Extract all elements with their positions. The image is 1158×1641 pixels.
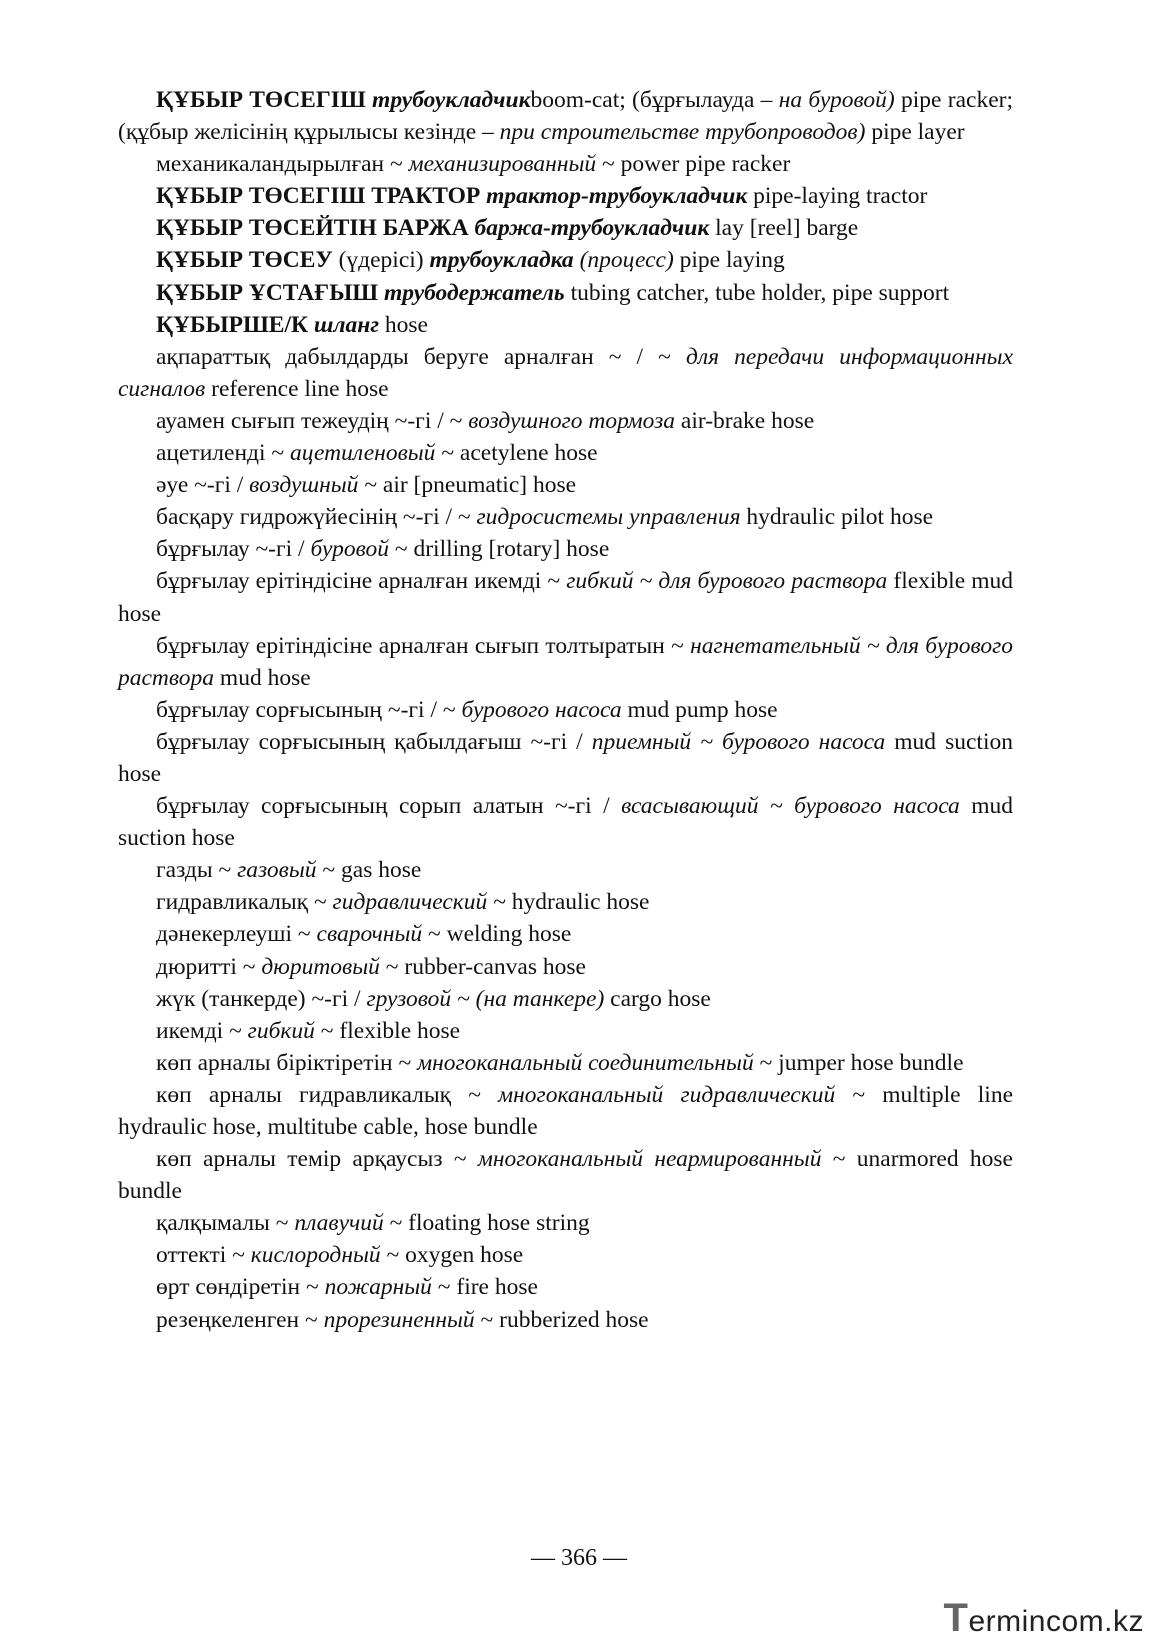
dictionary-entry bbox=[118, 84, 1013, 148]
entry-segment: ҚҰБЫРШЕ/К bbox=[156, 311, 314, 338]
entry-segment: газовый bbox=[237, 857, 317, 884]
entry-segment: газды ~ bbox=[156, 857, 238, 884]
site-logo bbox=[944, 1596, 1144, 1641]
entry-segment: гидросистемы управления bbox=[476, 504, 741, 531]
entry-segment: ~ power pipe racker bbox=[596, 151, 791, 178]
entry-segment: boom-cat; (бұрғылауда – bbox=[530, 87, 779, 113]
entry-segment: hydraulic pilot hose bbox=[740, 504, 934, 531]
entry-segment: бұрғылау ерітіндісіне арналған икемді ~ bbox=[156, 568, 567, 595]
dictionary-entry bbox=[118, 694, 1013, 726]
entry-segment: дюритовый bbox=[261, 953, 380, 980]
entry-segment: көп арналы гидравликалық ~ bbox=[156, 1081, 499, 1108]
entry-segment: ~ drilling [rotary] hose bbox=[389, 536, 610, 563]
dictionary-entry bbox=[118, 983, 1013, 1015]
entry-segment: ~ rubberized hose bbox=[474, 1306, 649, 1333]
dictionary-entry bbox=[118, 277, 1013, 309]
entry-segment: қалқымалы ~ bbox=[156, 1210, 295, 1237]
entry-segment: дәнекерлеуші ~ bbox=[156, 921, 317, 948]
entry-segment: трактор-трубоукладчик bbox=[486, 183, 748, 210]
entry-segment: (процесс) bbox=[573, 247, 674, 274]
entry-segment: hose bbox=[379, 311, 428, 338]
entry-segment: икемді ~ bbox=[156, 1017, 248, 1044]
entry-segment: многоканальный соединительный bbox=[417, 1049, 754, 1076]
entry-segment: бұрғылау ерітіндісіне арналған сығып толтыратын ~ bbox=[156, 632, 691, 659]
entry-segment: трубоукладчик bbox=[372, 87, 531, 113]
entry-segment: оттекті ~ bbox=[156, 1242, 251, 1269]
entry-segment: трубоукладка bbox=[429, 247, 574, 274]
dictionary-entry bbox=[118, 1143, 1013, 1207]
entry-segment: гибкий ~ для бурового раствора bbox=[566, 568, 888, 595]
dictionary-entry bbox=[118, 309, 1013, 341]
entry-segment: всасывающий ~ бурового насоса bbox=[621, 793, 960, 820]
entry-segment: ҚҰБЫР ҰСТАҒЫШ bbox=[156, 279, 384, 306]
entry-segment: баржа-трубоукладчик bbox=[474, 215, 710, 242]
entry-segment: ауамен сығып тежеудің ~-гі / ~ bbox=[156, 407, 469, 434]
dictionary-entry bbox=[118, 341, 1013, 405]
entry-segment: многоканальный гидравлический bbox=[498, 1081, 836, 1108]
dictionary-entry bbox=[118, 180, 1013, 212]
entry-segment: pipe-laying tractor bbox=[747, 183, 928, 210]
dictionary-entry bbox=[118, 1047, 1013, 1079]
entry-segment: көп арналы темір арқаусыз ~ bbox=[156, 1146, 478, 1173]
entry-segment: басқару гидрожүйесінің ~-гі / ~ bbox=[156, 504, 477, 531]
dictionary-entry bbox=[118, 244, 1013, 276]
entry-segment: механикаландырылған ~ bbox=[156, 151, 409, 178]
entry-segment: ~ jumper hose bundle bbox=[753, 1049, 964, 1076]
dictionary-entry bbox=[118, 790, 1013, 854]
entry-segment: шланг bbox=[313, 311, 380, 338]
dictionary-entry bbox=[118, 726, 1013, 790]
entry-segment: flexible mud hose bbox=[118, 568, 1013, 627]
entry-segment: бұрғылау ~-гі / bbox=[156, 536, 311, 563]
entry-segment: tubing catcher, tube holder, pipe support bbox=[564, 279, 950, 306]
page-number: — 366 — bbox=[531, 1545, 627, 1571]
dictionary-entry bbox=[118, 1015, 1013, 1047]
entry-segment: резеңкеленген ~ bbox=[156, 1306, 324, 1333]
entry-segment: pipe laying bbox=[673, 247, 785, 274]
dictionary-entry bbox=[118, 630, 1013, 694]
dictionary-entry bbox=[118, 148, 1013, 180]
entry-segment: ҚҰБЫР ТӨСЕГІШ bbox=[156, 87, 373, 113]
entry-segment: ҚҰБЫР ТӨСЕГІШ ТРАКТОР bbox=[156, 183, 487, 210]
entry-segment: mud suction hose bbox=[118, 793, 1013, 852]
entry-segment: ~ acetylene hose bbox=[435, 440, 598, 467]
entry-segment: буровой bbox=[310, 536, 389, 563]
entry-segment: өрт сөндіретін ~ bbox=[156, 1274, 325, 1301]
entry-segment: cargo hose bbox=[604, 985, 711, 1012]
entry-segment: mud pump hose bbox=[621, 696, 778, 723]
entry-segment: приемный ~ бурового насоса bbox=[591, 728, 886, 755]
dictionary-entry bbox=[118, 533, 1013, 565]
dictionary-entry bbox=[118, 918, 1013, 950]
entry-segment: ~ hydraulic hose bbox=[487, 889, 650, 916]
entry-segment: ~ floating hose string bbox=[383, 1210, 590, 1237]
dictionary-entry bbox=[118, 1239, 1013, 1271]
entry-segment: reference line hose bbox=[205, 375, 389, 402]
entry-segment: гидравликалық ~ bbox=[156, 889, 333, 916]
entry-segment: ~ air [pneumatic] hose bbox=[358, 472, 577, 499]
entry-segment: ~ flexible hose bbox=[314, 1017, 461, 1044]
entry-segment: ~ unarmored hose bundle bbox=[118, 1146, 1013, 1205]
dictionary-entry bbox=[118, 405, 1013, 437]
entry-segment: жүк (танкерде) ~-гі / bbox=[156, 985, 367, 1012]
entry-segment: кислородный bbox=[250, 1242, 381, 1269]
dictionary-entry bbox=[118, 951, 1013, 983]
dictionary-entry bbox=[118, 565, 1013, 629]
dictionary-entry bbox=[118, 501, 1013, 533]
entry-segment: pipe racker; (құбыр желісінің құрылысы кезінде – bbox=[118, 87, 1013, 146]
entry-segment: mud hose bbox=[214, 664, 311, 691]
entry-segment: нагнетательный ~ для бурового раствора bbox=[118, 632, 1013, 691]
entry-segment: механизированный bbox=[408, 151, 597, 178]
entry-segment: ~ fire hose bbox=[431, 1274, 538, 1301]
entry-segment: бұрғылау сорғысының ~-гі / ~ bbox=[156, 696, 462, 723]
entry-segment: бұрғылау сорғысының сорып алатын ~-гі / bbox=[156, 793, 622, 820]
entry-segment: воздушного тормоза bbox=[468, 407, 676, 434]
entry-segment: air-brake hose bbox=[675, 407, 815, 434]
dictionary-entry bbox=[118, 886, 1013, 918]
entry-segment: пожарный bbox=[324, 1274, 432, 1301]
dictionary-page bbox=[118, 84, 1013, 1336]
entry-segment: ~ multiple line hydraulic hose, multitube cable, hose bundle bbox=[118, 1081, 1014, 1140]
entry-segment: ~ rubber-canvas hose bbox=[379, 953, 586, 980]
entry-segment: ~ welding hose bbox=[422, 921, 572, 948]
entry-segment: гибкий bbox=[247, 1017, 315, 1044]
dictionary-entry bbox=[118, 854, 1013, 886]
dictionary-entry bbox=[118, 469, 1013, 501]
entry-segment: pipe layer bbox=[865, 119, 965, 146]
dictionary-entry bbox=[118, 212, 1013, 244]
dictionary-entry bbox=[118, 1207, 1013, 1239]
entry-segment: плавучий bbox=[294, 1210, 384, 1237]
entry-segment: многоканальный неармированный bbox=[477, 1146, 822, 1173]
entry-segment: гидравлический bbox=[332, 889, 488, 916]
entry-segment: при строительстве трубопроводов) bbox=[499, 119, 866, 146]
entry-segment: ацетилендi ~ bbox=[156, 440, 290, 467]
entry-segment: прорезиненный bbox=[323, 1306, 475, 1333]
entry-segment: грузовой ~ (на танкере) bbox=[366, 985, 605, 1012]
entry-segment: (үдерісі) bbox=[332, 247, 430, 274]
entry-segment: трубодержатель bbox=[383, 279, 565, 306]
dictionary-entry bbox=[118, 1079, 1013, 1143]
dictionary-entry bbox=[118, 1271, 1013, 1303]
entry-segment: ҚҰБЫР ТӨСЕУ bbox=[156, 247, 333, 274]
entry-segment: ацетиленовый bbox=[289, 440, 436, 467]
dictionary-entry bbox=[118, 437, 1013, 469]
entry-segment: для передачи информационных сигналов bbox=[118, 343, 1013, 402]
logo-text: ermincom.kz bbox=[968, 1605, 1144, 1638]
entry-segment: на буровой) bbox=[778, 87, 895, 113]
logo-prefix: T bbox=[943, 1596, 969, 1640]
dictionary-entry bbox=[118, 1304, 1013, 1336]
entry-segment: сварочный bbox=[316, 921, 423, 948]
entry-segment: ~ oxygen hose bbox=[380, 1242, 524, 1269]
entry-segment: воздушный bbox=[249, 472, 359, 499]
entry-segment: ~ gas hose bbox=[316, 857, 422, 884]
entry-segment: бурового насоса bbox=[461, 696, 622, 723]
entry-segment: lay [reel] barge bbox=[709, 215, 859, 242]
entry-segment: дюритті ~ bbox=[156, 953, 262, 980]
entry-segment: ақпараттық дабылдарды беруге арналған ~ / ~ bbox=[156, 343, 686, 370]
entry-segment: бұрғылау сорғысының қабылдағыш ~-гі / bbox=[156, 728, 592, 755]
entry-segment: ҚҰБЫР ТӨСЕЙТІН БАРЖА bbox=[156, 215, 475, 242]
entry-segment: көп арналы біріктіретін ~ bbox=[156, 1049, 418, 1076]
entry-segment: әуе ~-гі / bbox=[156, 472, 250, 499]
entry-segment: mud suction hose bbox=[118, 728, 1013, 787]
